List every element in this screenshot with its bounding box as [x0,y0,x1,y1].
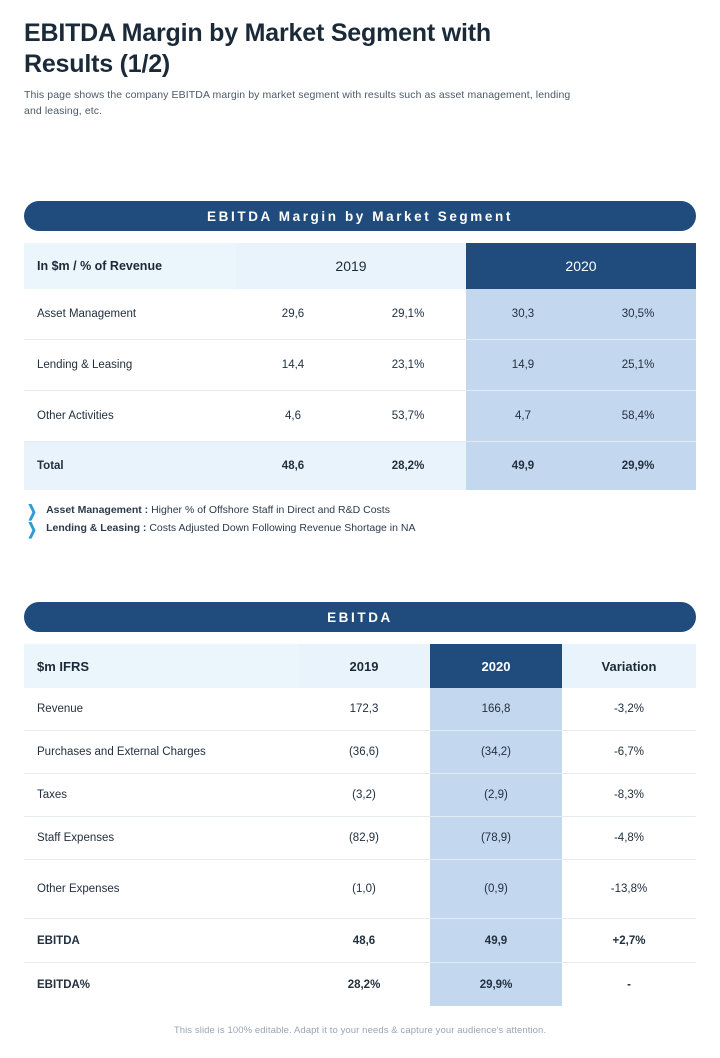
footer-note: This slide is 100% editable. Adapt it to your needs & capture your audience's attention. [173,1025,547,1036]
cell-2020-value: 14,9 [466,340,580,391]
section-2-banner: EBITDA [24,602,696,632]
table-header-row [24,243,696,289]
cell-2019: (36,6) [298,731,430,774]
row-label: Staff Expenses [24,817,298,860]
list-item-label: Lending & Leasing : [46,522,147,534]
cell-variation: - [627,978,631,991]
cell-2019: 172,3 [298,688,430,731]
table-row [24,731,696,774]
cell-total-2019-percent: 28,2% [350,442,466,491]
cell-total-2020-value: 49,9 [466,442,580,491]
page-title: EBITDA Margin by Market Segment with Results (1/2) [24,19,491,78]
cell-variation: -4,8% [562,817,696,860]
table-row [24,688,696,731]
row-label: Taxes [24,774,298,817]
table-header-row [24,644,696,688]
cell-total-2019-value: 48,6 [236,442,350,491]
cell-2019-percent: 53,7% [350,391,466,442]
list-item-body: Costs Adjusted Down Following Revenue Shortage in NA [149,522,416,534]
row-label: Purchases and External Charges [24,731,298,774]
column-header-label: $m IFRS [24,644,298,688]
row-label: Other Activities [24,391,236,442]
cell-2020: (78,9) [430,817,562,860]
cell-2020-value: 4,7 [466,391,580,442]
row-label: Lending & Leasing [24,340,236,391]
cell-2019-value: 14,4 [236,340,350,391]
list-item-body: Higher % of Offshore Staff in Direct and R&D Costs [151,504,390,516]
table-row-total [24,442,696,491]
section-1-banner: EBITDA Margin by Market Segment [24,201,696,231]
list-item-text [46,522,415,534]
column-header-2020: 2020 [466,243,696,289]
cell-variation: -8,3% [562,774,696,817]
cell-2020: 49,9 [430,919,562,963]
page-subtitle: This page shows the company EBITDA margin by market segment with results such as asset management, lending and leasing, etc. [24,89,571,117]
cell-variation: -3,2% [562,688,696,731]
table-row [24,860,696,919]
market-segment-table [24,243,696,490]
cell-2020-value: 30,3 [466,289,580,340]
column-header-2019: 2019 [298,644,430,688]
cell-2019-percent: 29,1% [350,289,466,340]
column-header-2020: 2020 [430,644,562,688]
ebitda-table [24,644,696,1006]
row-label: Revenue [24,688,298,731]
table-row [24,774,696,817]
list-item-text [46,504,390,516]
column-header-label: In $m / % of Revenue [24,243,236,289]
list-item [27,501,696,521]
cell-2020-percent: 30,5% [580,289,696,340]
column-header-2019: 2019 [236,243,466,289]
cell-variation: -13,8% [562,860,696,919]
cell-2019: 48,6 [298,919,430,963]
row-label: EBITDA [24,919,298,963]
row-label: Asset Management [24,289,236,340]
cell-2020: 29,9% [430,963,562,1007]
list-item-label: Asset Management : [46,504,149,516]
cell-2019-value: 29,6 [236,289,350,340]
cell-2019: (1,0) [298,860,430,919]
cell-2020: (0,9) [430,860,562,919]
list-item [27,519,696,539]
table-row-summary [24,963,696,1007]
table-row [24,391,696,442]
table-row [24,289,696,340]
column-header-variation: Variation [562,644,696,688]
cell-2019: (82,9) [298,817,430,860]
commentary-list [24,501,696,539]
cell-2020-percent: 58,4% [580,391,696,442]
cell-2019: 28,2% [347,978,381,991]
table-row [24,340,696,391]
section-ebitda [24,602,696,1006]
cell-2019-percent: 23,1% [350,340,466,391]
slide-page [0,18,720,1058]
cell-variation: +2,7% [562,919,696,963]
table-row-summary [24,919,696,963]
cell-2020: (34,2) [430,731,562,774]
cell-2020-percent: 25,1% [580,340,696,391]
cell-variation: -6,7% [562,731,696,774]
cell-2019-value: 4,6 [236,391,350,442]
row-label: EBITDA% [37,978,91,991]
row-label-total: Total [24,442,236,491]
row-label: Other Expenses [24,860,298,919]
cell-2019: (3,2) [298,774,430,817]
cell-2020: 166,8 [430,688,562,731]
table-row [24,817,696,860]
cell-2020: (2,9) [430,774,562,817]
cell-total-2020-percent: 29,9% [580,442,696,491]
chevron-right-icon: ❯ [27,519,38,539]
chevron-right-icon: ❯ [27,501,38,521]
section-market-segment [24,201,696,540]
